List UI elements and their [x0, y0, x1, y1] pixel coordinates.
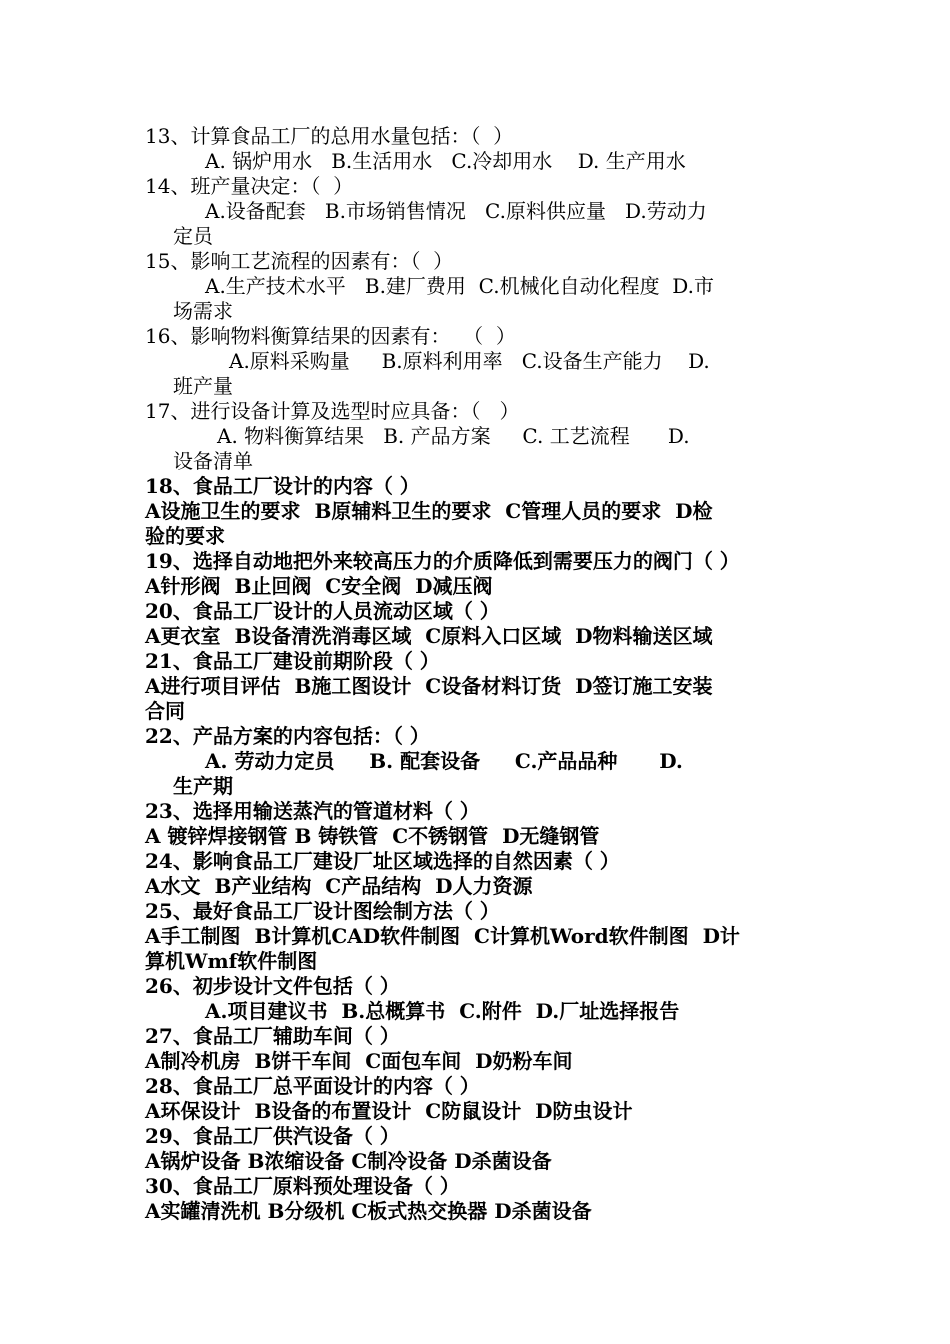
- options-14-cont: 定员: [173, 224, 213, 248]
- question-20: 20、食品工厂设计的人员流动区域（ ）: [145, 599, 500, 623]
- question-28: 28、食品工厂总平面设计的内容（ ）: [145, 1074, 480, 1098]
- options-17-cont: 设备清单: [173, 449, 253, 473]
- question-30: 30、食品工厂原料预处理设备（ ）: [145, 1174, 460, 1198]
- options-24: A水文 B产业结构 C产品结构 D人力资源: [145, 874, 533, 898]
- question-24: 24、影响食品工厂建设厂址区域选择的自然因素（ ）: [145, 849, 620, 873]
- question-27: 27、食品工厂辅助车间（ ）: [145, 1024, 400, 1048]
- options-13: A. 锅炉用水 B.生活用水 C.冷却用水 D. 生产用水: [205, 149, 686, 173]
- question-29: 29、食品工厂供汽设备（ ）: [145, 1124, 400, 1148]
- question-25: 25、最好食品工厂设计图绘制方法（ ）: [145, 899, 500, 923]
- options-17: A. 物料衡算结果 B. 产品方案 C. 工艺流程 D.: [217, 424, 690, 448]
- options-29: A锅炉设备 B浓缩设备 C制冷设备 D杀菌设备: [145, 1149, 552, 1173]
- options-19: A针形阀 B止回阀 C安全阀 D减压阀: [145, 574, 493, 598]
- options-20: A更衣室 B设备清洗消毒区域 C原料入口区域 D物料输送区域: [145, 624, 713, 648]
- options-25-cont: 算机Wmf软件制图: [145, 949, 318, 973]
- question-13: 13、计算食品工厂的总用水量包括：（ ）: [145, 124, 514, 148]
- options-27: A制冷机房 B饼干车间 C面包车间 D奶粉车间: [145, 1049, 573, 1073]
- question-14: 14、班产量决定：（ ）: [145, 174, 354, 198]
- options-25: A手工制图 B计算机CAD软件制图 C计算机Word软件制图 D计: [145, 924, 740, 948]
- question-23: 23、选择用输送蒸汽的管道材料（ ）: [145, 799, 480, 823]
- options-23: A 镀锌焊接钢管 B 铸铁管 C不锈钢管 D无缝钢管: [145, 824, 600, 848]
- question-16: 16、影响物料衡算结果的因素有： （ ）: [145, 324, 516, 348]
- question-21: 21、食品工厂建设前期阶段（ ）: [145, 649, 440, 673]
- options-16-cont: 班产量: [173, 374, 233, 398]
- options-14: A.设备配套 B.市场销售情况 C.原料供应量 D.劳动力: [205, 199, 707, 223]
- options-28: A环保设计 B设备的布置设计 C防鼠设计 D防虫设计: [145, 1099, 633, 1123]
- options-26: A.项目建议书 B.总概算书 C.附件 D.厂址选择报告: [205, 999, 680, 1023]
- options-30: A实罐清洗机 B分级机 C板式热交换器 D杀菌设备: [145, 1199, 592, 1223]
- question-22: 22、产品方案的内容包括：（ ）: [145, 724, 430, 748]
- options-16: A.原料采购量 B.原料利用率 C.设备生产能力 D.: [229, 349, 710, 373]
- question-17: 17、进行设备计算及选型时应具备：（ ）: [145, 399, 520, 423]
- options-21-cont: 合同: [145, 699, 185, 723]
- question-19: 19、选择自动地把外来较高压力的介质降低到需要压力的阀门（ ）: [145, 549, 740, 573]
- options-15: A.生产技术水平 B.建厂费用 C.机械化自动化程度 D.市: [205, 274, 714, 298]
- options-21: A进行项目评估 B施工图设计 C设备材料订货 D签订施工安装: [145, 674, 713, 698]
- options-22-cont: 生产期: [173, 774, 233, 798]
- question-26: 26、初步设计文件包括（ ）: [145, 974, 400, 998]
- options-22: A. 劳动力定员 B. 配套设备 C.产品品种 D.: [205, 749, 683, 773]
- options-18: A设施卫生的要求 B原辅料卫生的要求 C管理人员的要求 D检: [145, 499, 713, 523]
- question-18: 18、食品工厂设计的内容（ ）: [145, 474, 420, 498]
- question-15: 15、影响工艺流程的因素有：（ ）: [145, 249, 454, 273]
- options-15-cont: 场需求: [173, 299, 233, 323]
- options-18-cont: 验的要求: [145, 524, 225, 548]
